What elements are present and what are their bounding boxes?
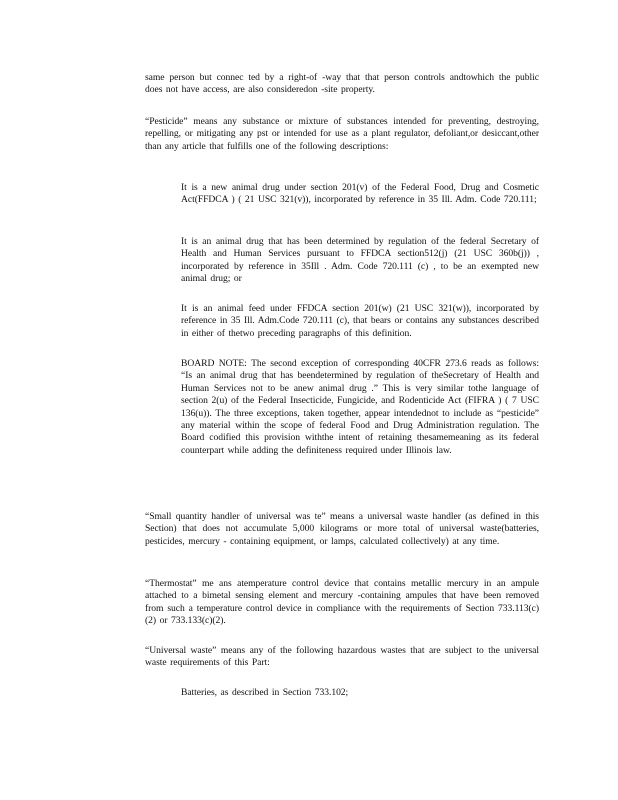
paragraph-onsite-property: same person but connec ted by a right-of -way that that person controls andtowhich the public does not have access, are also consideredon -site property.: [145, 72, 539, 96]
paragraph-small-quantity-handler: “Small quantity handler of universal was te” means a universal waste handler (as defined in this Section) that does not accumulate 5,000 kilograms or more total of universal waste(batteries, pesticides, mercury - containing equipment, or lamps, calculated collectively) at any time.: [145, 511, 539, 547]
paragraph-batteries: Batteries, as described in Section 733.102;: [181, 687, 349, 698]
paragraph-thermostat-definition: “Thermostat” me ans atemperature control device that contains metallic mercury in an ampule attached to a bimetal sensing element and mercury -containing ampules that have been removed from such a temperature control device in compliance with the requirements of Section 733.113(c)(2) or 733.133(c)(2).: [145, 578, 539, 627]
paragraph-board-note: BOARD NOTE: The second exception of corresponding 40CFR 273.6 reads as follows: “Is an animal drug that has beendetermined by regulation of theSecretary of Health and Human Services not to be anew animal drug .” This is very similar tothe language of section 2(u) of the Federal Insecticide, Fungicide, and Rodenticide Act (FIFRA ) ( 7 USC 136(u)). The three exceptions, taken together, appear intendednot to include as “pesticide” any material within the scope of federal Food and Drug Administration regulation. The Board codified this provision withthe intent of retaining thesamemeaning as its federal counterpart while adding the definiteness required under Illinois law.: [181, 358, 539, 456]
paragraph-new-animal-drug: It is a new animal drug under section 201(v) of the Federal Food, Drug and Cosmetic Act(FFDCA ) ( 21 USC 321(v)), incorporated by reference in 35 Ill. Adm. Code 720.111;: [181, 182, 539, 206]
paragraph-pesticide-definition: “Pesticide” means any substance or mixture of substances intended for preventing, destroying, repelling, or mitigating any pst or intended for use as a plant regulator, defoliant,or desiccant,other than any article that fulfills one of the following descriptions:: [145, 116, 539, 152]
paragraph-animal-feed: It is an animal feed under FFDCA section 201(w) (21 USC 321(w)), incorporated by reference in 35 Ill. Adm.Code 720.111 (c), that bears or contains any substances described in either of thetwo preceding paragraphs of this definition.: [181, 303, 539, 339]
paragraph-universal-waste: “Universal waste” means any of the following hazardous wastes that are subject to the universal waste requirements of this Part:: [145, 645, 539, 669]
paragraph-exempted-animal-drug: It is an animal drug that has been determined by regulation of the federal Secretary of Health and Human Services pursuant to FFDCA section512(j) (21 USC 360b(j)) , incorporated by reference in 35Ill . Adm. Code 720.111 (c) , to be an exempted new animal drug; or: [181, 236, 539, 285]
